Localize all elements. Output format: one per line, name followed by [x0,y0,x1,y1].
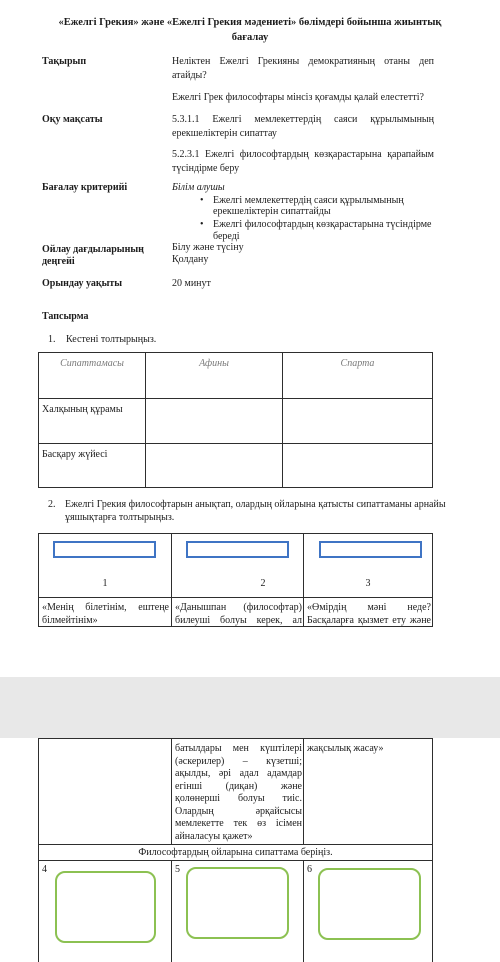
criteria-item-line: Ежелгі мемлекеттердің саяси құрылымының [213,195,404,206]
header-sparta: Спарта [340,358,375,369]
quote-text [175,743,302,843]
empty-answer-cell [282,443,433,488]
quote-line: «Өмірдің мәні неде? [307,602,431,613]
quote-line: Басқаларға қызмет ету және [307,615,431,626]
bullet-icon: • [200,195,204,206]
table-header-cell [282,352,433,399]
quote-cell [303,738,433,845]
task1-instruction: Кестені толтырыңыз. [66,334,157,345]
quote-line: Олардың әрқайсысы [175,805,302,817]
description-answer-box [55,871,156,943]
quote-cell [38,738,172,845]
objective-line: 5.2.3.1 Ежелгі философтардың көзқарастарына қарапайым [172,149,434,160]
quote-line: билеуші болуы керек, ал [175,615,302,626]
quote-cell [171,738,304,845]
quote-line: айналасуы қажет» [175,830,253,842]
thinking-label-line: деңгейі [42,256,75,267]
quote-line: «Менің білетінім, ештеңе [42,602,169,613]
topic-question-line: атайды? [172,70,207,81]
objective-line: 5.3.1.1 Ежелгі мемлекеттердің саяси құрылымының [172,114,434,125]
description-cell [38,860,172,962]
objective-line: түсіндірме беру [172,163,240,174]
objective-line: ерекшеліктерін сипаттау [172,128,277,139]
criteria-item-line: ерекшеліктерін сипаттайды [213,206,331,217]
philosopher-name-box [319,541,422,558]
philosopher-name-box [53,541,156,558]
duration-label: Орындау уақыты [42,278,123,289]
quote-text [175,601,302,627]
quote-line: ақылды, әрі адал адамдар [175,768,302,779]
document-title-line: бағалау [231,32,269,43]
task2-instruction-line: Ежелгі Грекия философтарын анықтап, олардың ойларына қатысты сипаттаманы арнайы [65,499,446,510]
criteria-intro: Білім алушы [172,182,225,193]
description-number: 6 [307,864,312,875]
thinking-level: Білу және түсіну [172,242,244,253]
philosopher-number: 1 [102,578,108,589]
task2-instruction-line: ұяшықтарға толтырыңыз. [65,512,175,523]
quote-text [307,743,431,756]
quote-line: батылдары мен күштілері [175,743,302,754]
description-answer-box [318,868,421,940]
table-header-cell [38,352,146,399]
empty-answer-cell [145,443,283,488]
quote-cell [38,597,172,627]
empty-answer-cell [145,398,283,444]
table-header-cell [145,352,283,399]
row-label-population: Халқының құрамы [42,404,123,415]
empty-answer-cell [282,398,433,444]
philosopher-name-cell [171,533,304,598]
quote-line: (әскерилер) – күзетші; [175,755,302,767]
philosopher-number: 2 [260,578,266,589]
task2-number: 2. [48,499,56,510]
quote-line: егінші (диқан) және [175,780,302,792]
thinking-level: Қолдану [172,254,209,265]
quote-line: қолөнерші болуы тиіс. [175,793,302,804]
description-cell [171,860,304,962]
topic-question-2: Ежелгі Грек философтары мінсіз қоғамды қалай елестетті? [172,92,424,103]
quote-cell [171,597,304,627]
task1-number: 1. [48,334,56,345]
thinking-label-line: Ойлау дағдыларының [42,244,144,255]
description-cell [303,860,433,962]
page-gap [0,677,500,738]
quote-line: білмейтінім» [42,615,98,626]
quote-text [42,601,169,627]
quote-cell [303,597,433,627]
table-row-label-cell [38,398,146,444]
quote-line: жақсылық жасау» [307,743,384,754]
description-answer-box [186,867,289,939]
header-athens: Афины [199,358,229,369]
objective-label: Оқу мақсаты [42,114,103,125]
philosopher-name-cell [38,533,172,598]
criteria-item-line: Ежелгі философтардың көзқарастарына түсіндірме [213,219,432,230]
criteria-label: Бағалау критерийі [42,182,128,193]
description-number: 4 [42,864,47,875]
topic-label: Тақырып [42,56,87,67]
describe-instruction: Философтардың ойларына сипаттама беріңіз. [138,847,333,858]
philosopher-name-box [186,541,289,558]
bullet-icon: • [200,219,204,230]
quote-line: «Данышпан (философтар) [175,602,302,613]
philosopher-number: 3 [365,578,371,589]
duration-value: 20 минут [172,278,211,289]
criteria-item-line: береді [213,231,240,242]
table-row-label-cell [38,443,146,488]
tasks-heading: Тапсырма [42,311,89,322]
row-label-government: Басқару жүйесі [42,449,108,460]
quote-text [307,601,431,627]
description-number: 5 [175,864,180,875]
header-description: Сипаттамасы [60,358,124,369]
topic-question-line: Неліктен Ежелгі Грекияны демократияның отаны деп [172,56,434,67]
describe-instruction-row [38,844,433,861]
document-title-line: «Ежелгі Грекия» және «Ежелгі Грекия мәдениеті» бөлімдері бойынша жиынтық [58,17,442,28]
philosopher-name-cell [303,533,433,598]
quote-line: мемлекетте тек өз ісімен [175,818,302,829]
